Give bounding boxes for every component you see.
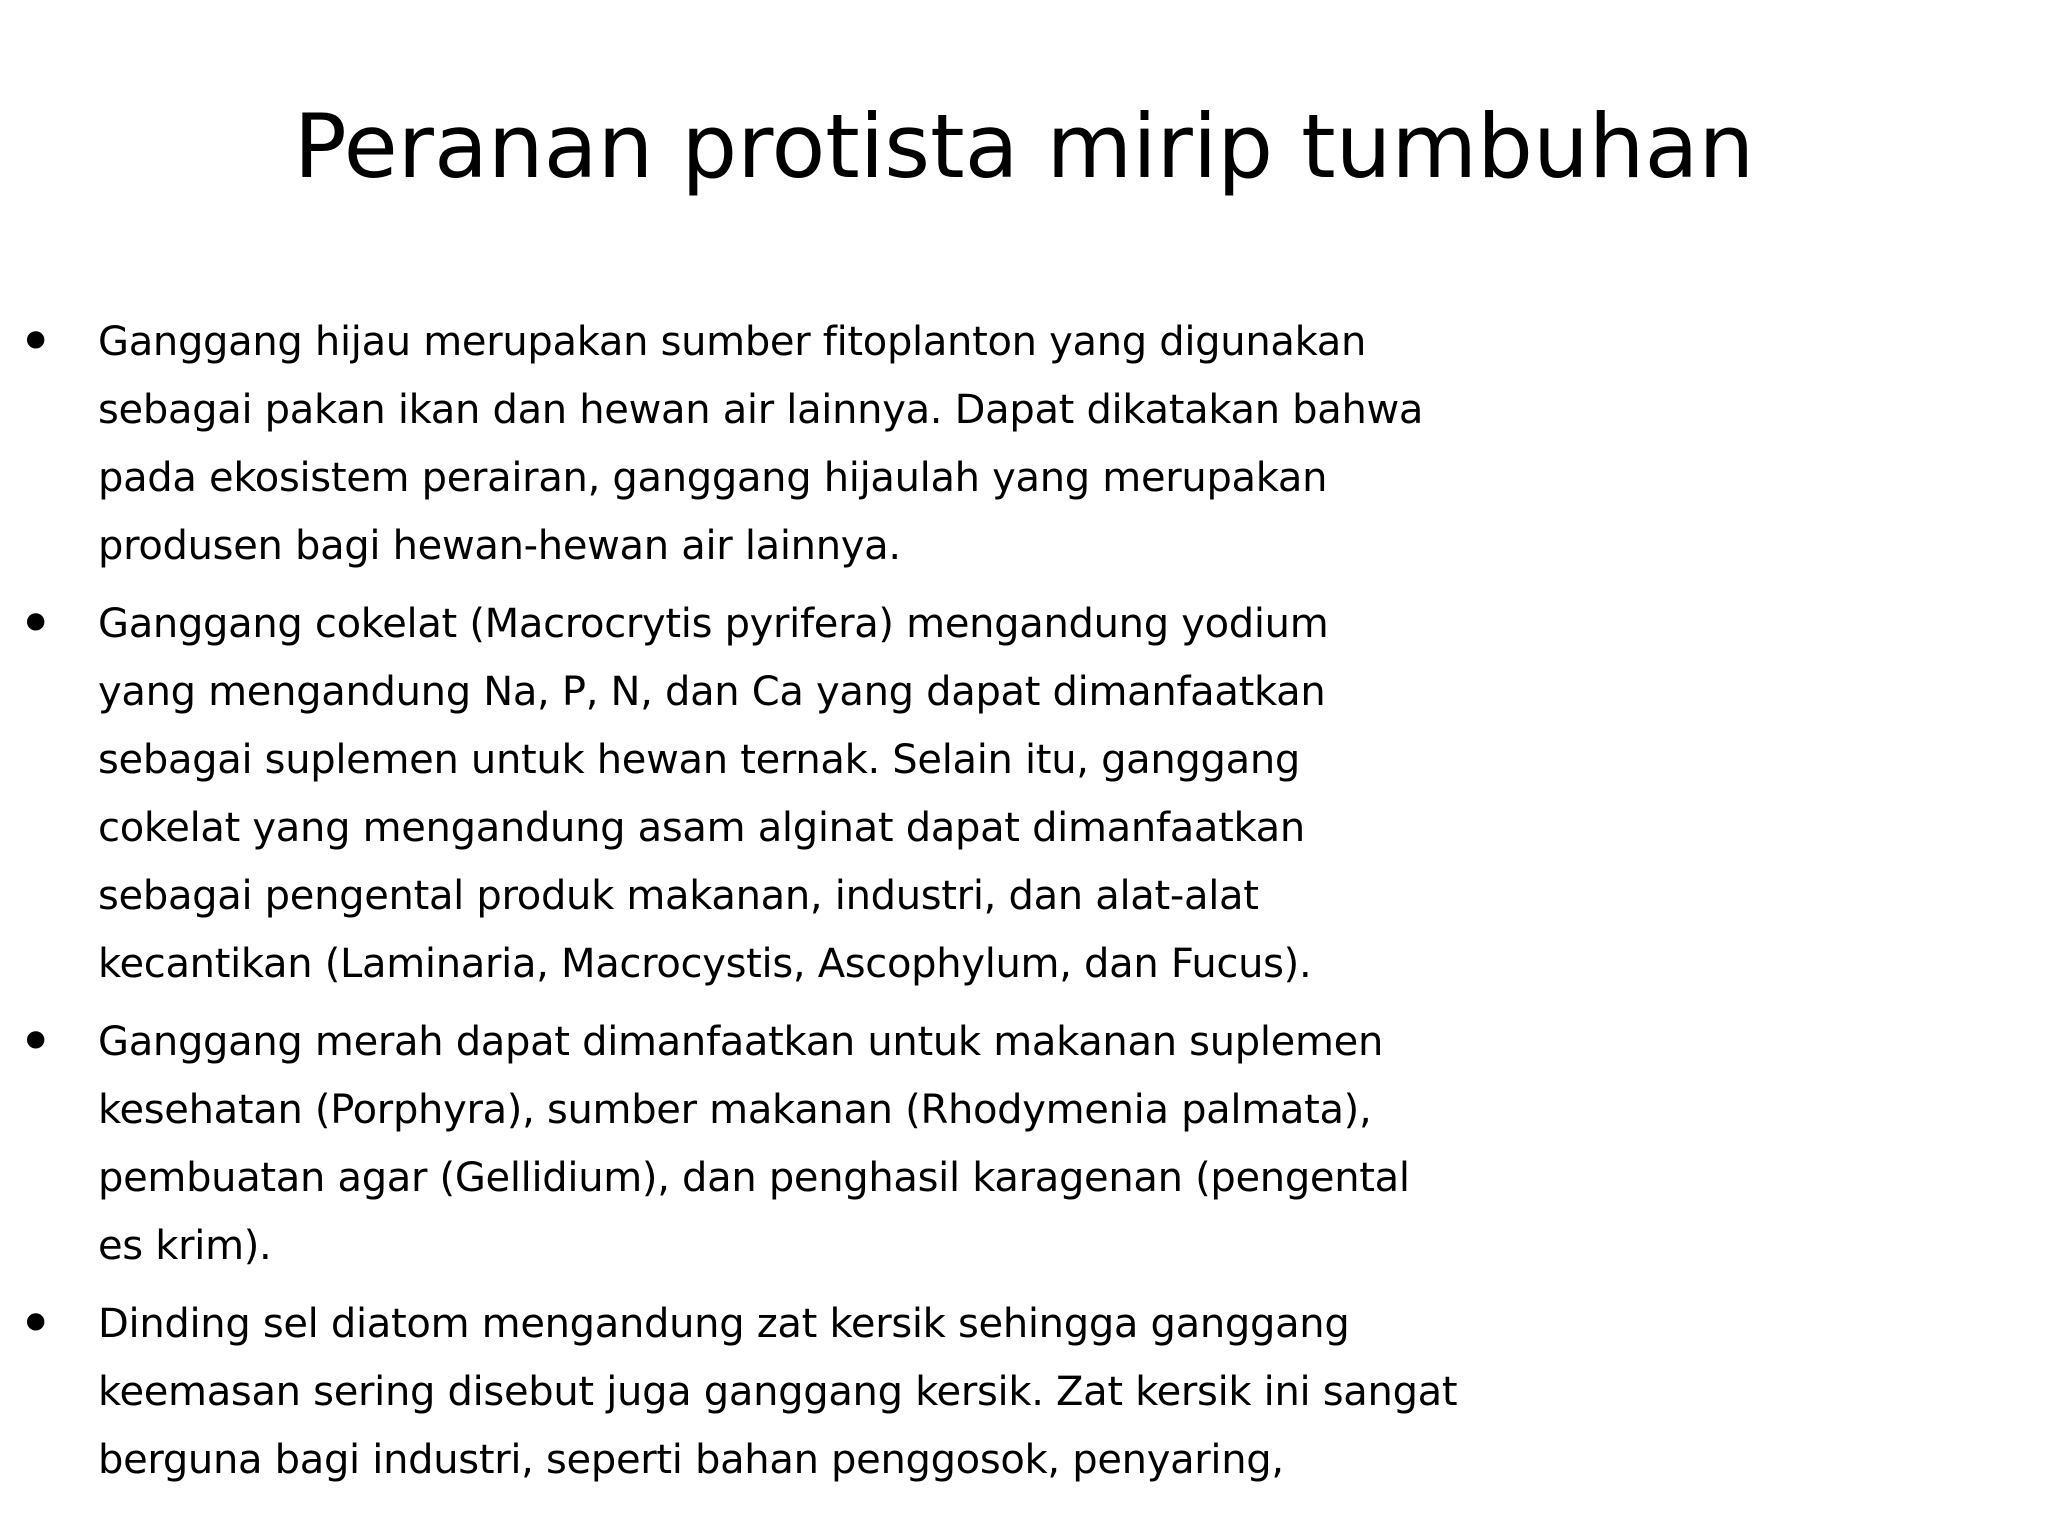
bullet-text-line: yang mengandung Na, P, N, dan Ca yang dapat dimanfaatkan [98,669,1326,715]
bullet-text-line: Ganggang cokelat (Macrocrytis pyrifera) mengandung yodium [98,601,1329,647]
bullet-text-line: cokelat yang mengandung asam alginat dapat dimanfaatkan [98,805,1305,851]
slide-title: Peranan protista mirip tumbuhan [293,95,1755,198]
bullet-text-line: kecantikan (Laminaria, Macrocystis, Ascophylum, dan Fucus). [98,941,1312,987]
bullet-text-line: pada ekosistem perairan, ganggang hijaulah yang merupakan [98,455,1328,501]
bullet-text-line: produsen bagi hewan-hewan air lainnya. [98,523,901,569]
bullet-dot-icon: • [18,1007,54,1077]
bullet-dot-icon: • [18,307,54,377]
bullet-text-line: sebagai suplemen untuk hewan ternak. Selain itu, ganggang [98,737,1300,783]
bullet-item [0,590,2048,998]
bullet-text-line: es krim). [98,1223,272,1269]
bullet-text-line: keemasan sering disebut juga ganggang kersik. Zat kersik ini sangat [98,1369,1458,1415]
bullet-text-line: pembuatan agar (Gellidium), dan penghasil karagenan (pengental [98,1155,1410,1201]
bullet-item [0,308,2048,580]
bullet-text-line: berguna bagi industri, seperti bahan penggosok, penyaring, [98,1437,1284,1483]
bullet-dot-icon: • [18,589,54,659]
bullet-text-line: sebagai pengental produk makanan, industri, dan alat-alat [98,873,1259,919]
bullet-item [0,1008,2048,1280]
bullet-text-line: Ganggang hijau merupakan sumber fitoplanton yang digunakan [98,319,1367,365]
bullet-list [0,308,2048,1504]
bullet-text-line: Dinding sel diatom mengandung zat kersik sehingga ganggang [98,1301,1350,1347]
bullet-text-line: sebagai pakan ikan dan hewan air lainnya. Dapat dikatakan bahwa [98,387,1424,433]
bullet-item [0,1290,2048,1494]
bullet-dot-icon: • [18,1289,54,1359]
bullet-text-line: kesehatan (Porphyra), sumber makanan (Rhodymenia palmata), [98,1087,1372,1133]
bullet-text-line: Ganggang merah dapat dimanfaatkan untuk makanan suplemen [98,1019,1383,1065]
